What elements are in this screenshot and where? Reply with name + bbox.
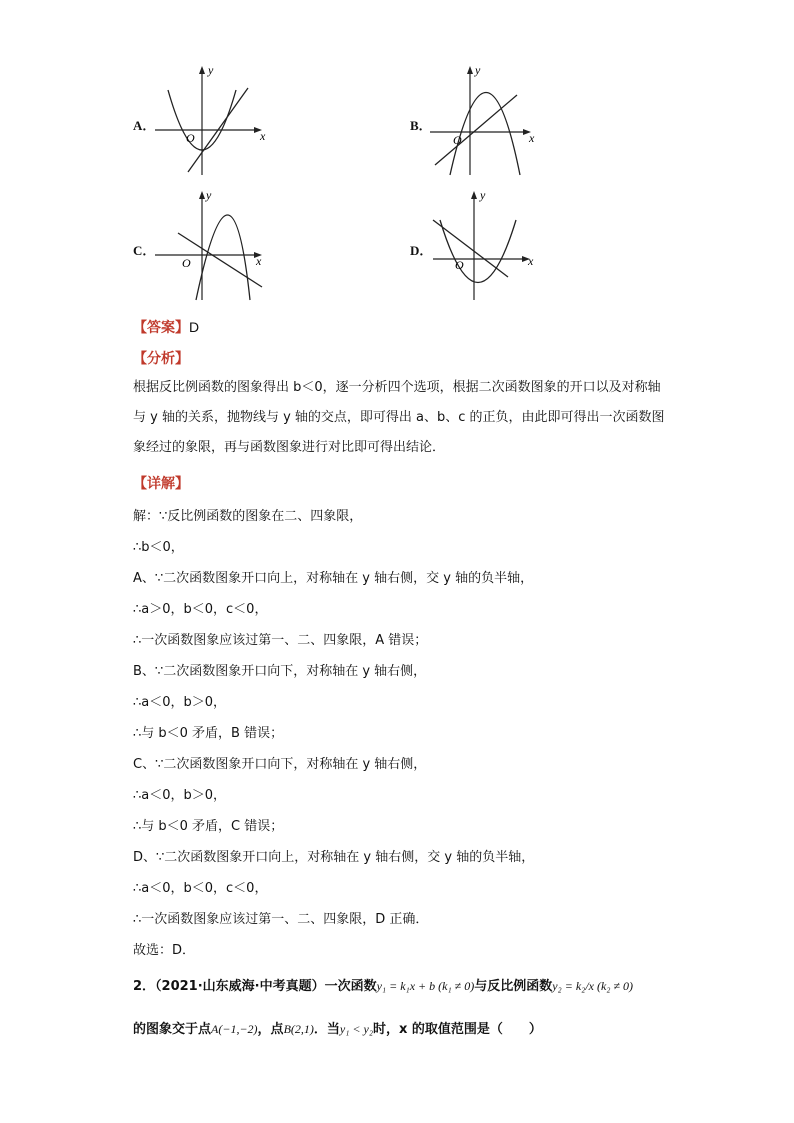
detail-line: ∴a＜0，b＜0，c＜0， xyxy=(133,881,268,896)
detail-line: D、∵二次函数图象开口向上，对称轴在 y 轴右侧，交 y 轴的负半轴， xyxy=(133,850,535,865)
detail-line: ∴与 b＜0 矛盾，C 错误； xyxy=(133,819,284,834)
detail-line: ∴a＜0，b＞0， xyxy=(133,788,227,803)
answer-tag: 【答案】 xyxy=(133,320,189,336)
option-a-label[interactable]: A． xyxy=(133,118,156,133)
origin-label: O xyxy=(186,131,195,145)
graph-b xyxy=(425,60,545,180)
y-axis-arrow xyxy=(199,66,205,74)
svg-text:O: O xyxy=(182,256,191,270)
math-expression: y₁ = k₁x + b (k₁ ≠ 0) xyxy=(376,979,475,993)
svg-text:y: y xyxy=(206,188,212,202)
detail-line: 解：∵反比例函数的图象在二、四象限， xyxy=(133,509,363,524)
answer-section xyxy=(133,317,199,337)
svg-text:x: x xyxy=(256,254,262,268)
math-expression: B(2,1) xyxy=(283,1022,314,1036)
detail-line: B、∵二次函数图象开口向下，对称轴在 y 轴右侧， xyxy=(133,664,427,679)
question-2-line-2: 的图象交于点A(−1,−2)，点B(2,1)．当y₁ < y₂时，x 的取值范围是（ ） xyxy=(133,1022,542,1037)
detail-line: ∴a＜0，b＞0， xyxy=(133,695,227,710)
detail-line: C、∵二次函数图象开口向下，对称轴在 y 轴右侧， xyxy=(133,757,427,772)
detail-line: 故选：D． xyxy=(133,943,196,958)
graph-c xyxy=(150,185,270,305)
answer-value: D xyxy=(189,319,200,335)
parabola xyxy=(196,215,250,300)
svg-text:y: y xyxy=(480,188,486,202)
math-expression: y₂ = k₂/x (k₂ ≠ 0) xyxy=(552,979,634,993)
option-c-label[interactable]: C． xyxy=(133,243,156,258)
detail-tag: 【详解】 xyxy=(133,476,189,492)
graph-d xyxy=(428,185,548,305)
svg-text:O: O xyxy=(455,258,464,272)
svg-text:x: x xyxy=(528,254,534,268)
math-expression: y₁ < y₂ xyxy=(339,1022,373,1036)
parabola xyxy=(440,220,516,283)
option-b-label[interactable]: B． xyxy=(410,118,432,133)
y-axis-label: y xyxy=(208,63,214,77)
detail-line: ∴一次函数图象应该过第一、二、四象限，A 错误； xyxy=(133,633,428,648)
x-axis-label: x xyxy=(260,129,266,143)
graph-a xyxy=(150,60,270,180)
detail-line: A、∵二次函数图象开口向上，对称轴在 y 轴右侧，交 y 轴的负半轴， xyxy=(133,571,534,586)
svg-text:O: O xyxy=(453,133,462,147)
question-2-line-1: 2．（2021·山东威海·中考真题）一次函数y₁ = k₁x + b (k₁ ≠ 0)与反比例函数y₂ = k₂/x (k₂ ≠ 0) xyxy=(133,979,634,994)
math-expression: A(−1,−2) xyxy=(211,1022,258,1036)
detail-line: ∴与 b＜0 矛盾，B 错误； xyxy=(133,726,284,741)
detail-line: ∴b＜0， xyxy=(133,540,184,555)
option-d-label[interactable]: D． xyxy=(410,243,433,258)
line xyxy=(433,220,508,277)
detail-line: ∴a＞0，b＜0，c＜0， xyxy=(133,602,268,617)
analysis-text: 根据反比例函数的图象得出 b＜0，逐一分析四个选项，根据二次函数图象的开口以及对称轴与 y 轴的关系，抛物线与 y 轴的交点，即可得出 a、b、c 的正负，由此即可得出一次函数图象经过的象限，再与函数图象进行对比即可得出结论． xyxy=(133,380,665,455)
svg-text:x: x xyxy=(529,131,535,145)
detail-line: ∴一次函数图象应该过第一、二、四象限，D 正确． xyxy=(133,912,429,927)
svg-text:y: y xyxy=(475,63,481,77)
analysis-tag: 【分析】 xyxy=(133,351,189,367)
line xyxy=(435,95,517,165)
